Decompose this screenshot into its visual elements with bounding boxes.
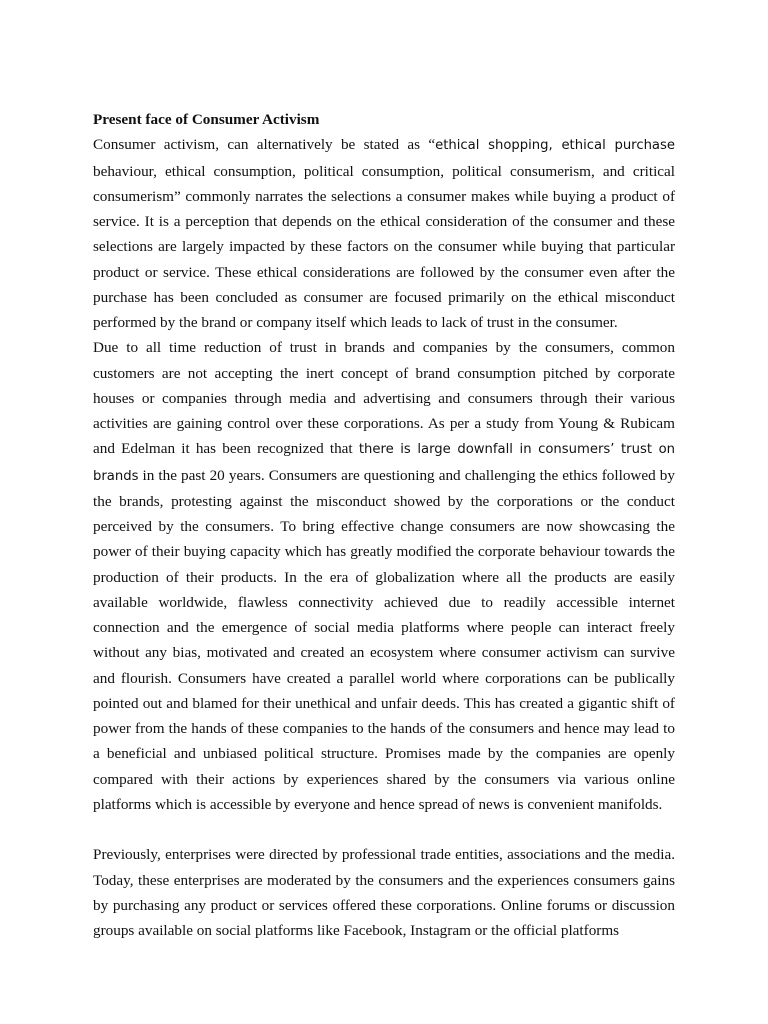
document-page (93, 107, 675, 943)
paragraph-2 (93, 335, 675, 817)
paragraph-2-text-a: Due to all time reduction of trust in brands and companies by the consumers, common customers are not accepting the inert concept of brand consumption pitched by corporate houses or companies through media and advertising and consumers through their various activities are gaining control over these corporations. As per a study from Young & Rubicam and Edelman it has been recognized that (93, 339, 675, 458)
section-heading: Present face of Consumer Activism (93, 111, 320, 128)
paragraph-1-text-b: behaviour, ethical consumption, political consumption, political consumerism, and critical consumerism” commonly narrates the selections a consumer makes while buying a product of service. It is a perception that depends on the ethical consideration of the consumer and these selections are largely impacted by these factors on the consumer while buying that particular product or service. These ethical considerations are followed by the consumer even after the purchase has been concluded as consumer are focused primarily on the ethical misconduct performed by the brand or company itself which leads to lack of trust in the consumer. (93, 162, 675, 331)
paragraph-2-quoted-finding: there is large downfall in consumers’ trust on brands (93, 442, 675, 484)
paragraph-3-text: Previously, enterprises were directed by professional trade entities, associations and the media. Today, these enterprises are moderated by the consumers and the experiences consumers gains by purchasing any product or services offered these corporations. Online forums or discussion groups available on social platforms like Facebook, Instagram or the official platforms (93, 846, 675, 939)
paragraph-1-quoted-terms: ethical shopping, ethical purchase (435, 138, 675, 154)
paragraph-3 (93, 842, 675, 943)
paragraph-1-text-a: Consumer activism, can alternatively be stated as “ (93, 136, 436, 154)
paragraph-1 (93, 132, 675, 335)
paragraph-2-text-b: in the past 20 years. Consumers are questioning and challenging the ethics followed by the brands, protesting against the misconduct showed by the corporations or the conduct perceived by the consumers. To bring effective change consumers are now showcasing the power of their buying capacity which has greatly modified the corporate behaviour towards the production of their products. In the era of globalization where all the products are easily available worldwide, flawless connectivity achieved due to readily accessible internet connection and the emergence of social media platforms where people can interact freely without any bias, motivated and created an ecosystem where consumer activism can survive and flourish. Consumers have created a parallel world where corporations can be publically pointed out and blamed for their unethical and unfair deeds. This has created a gigantic shift of power from the hands of these companies to the hands of the consumers and hence may lead to a beneficial and unbiased political structure. Promises made by the companies are openly compared with their actions by experiences shared by the consumers via various online platforms which is accessible by everyone and hence spread of news is convenient manifolds. (93, 466, 675, 813)
